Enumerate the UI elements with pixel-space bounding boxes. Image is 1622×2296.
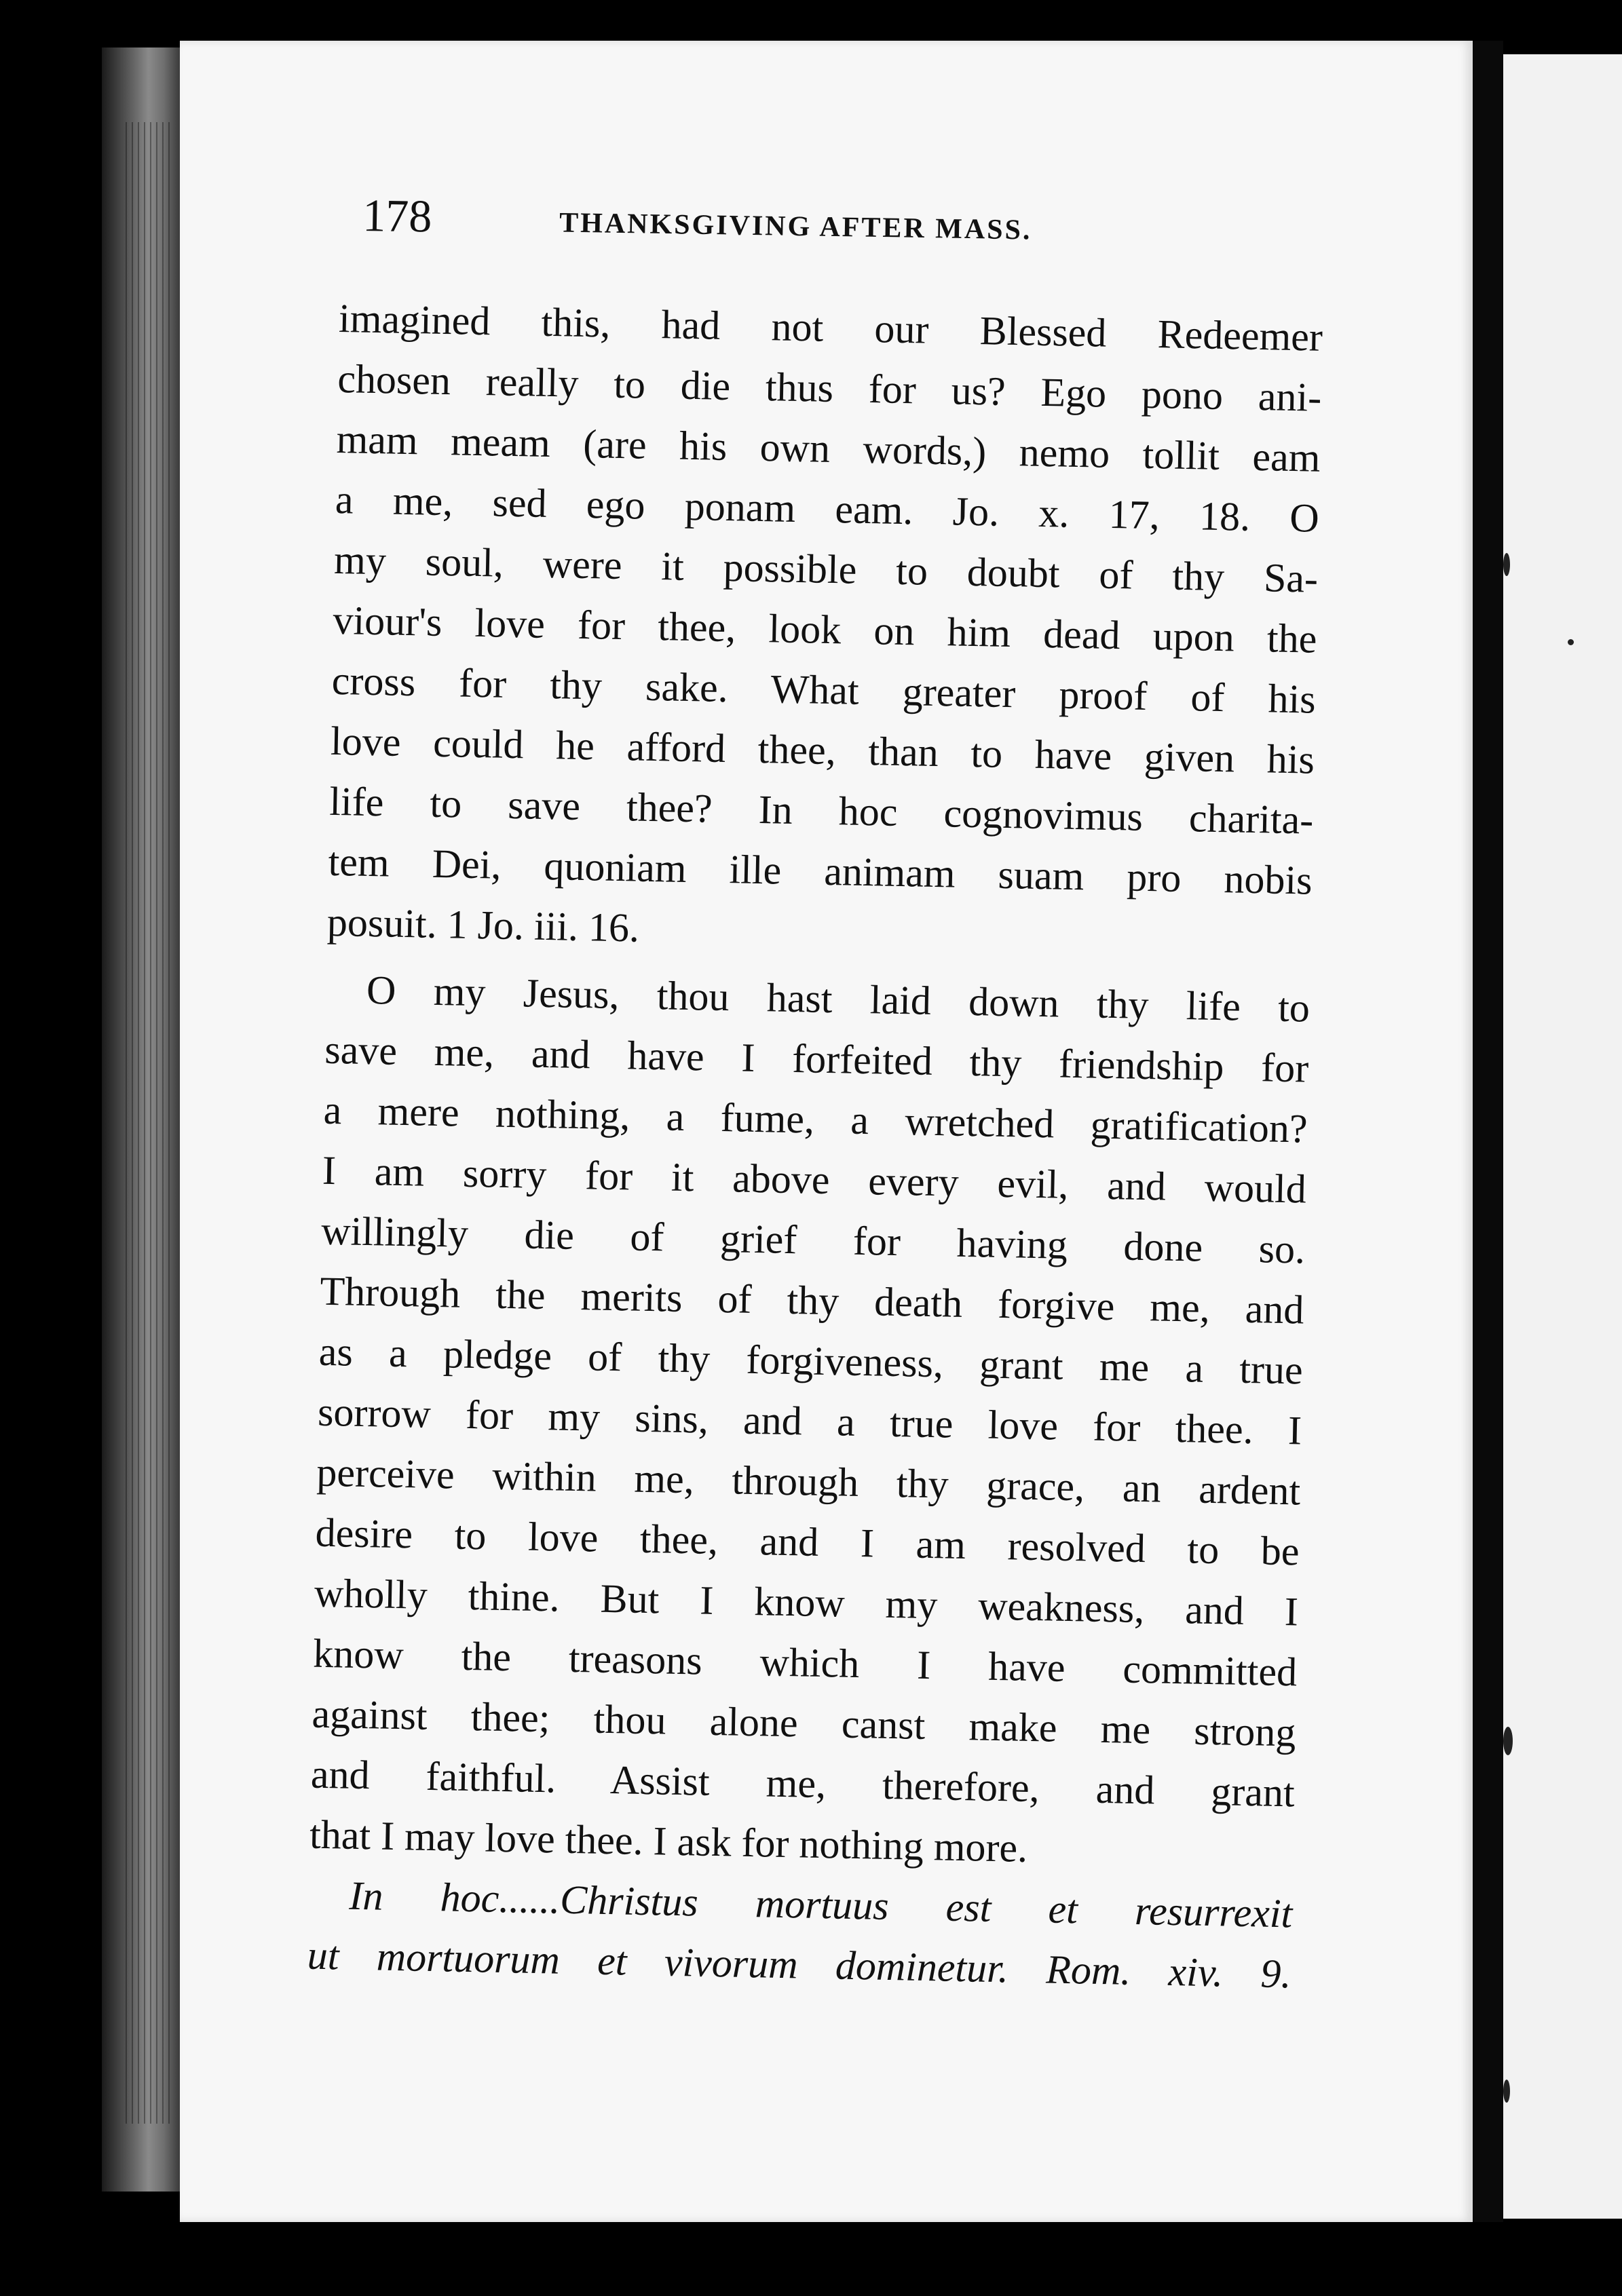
text-line: sorrow for my sins, and a true love for thee. I: [317, 1389, 1302, 1453]
text-line: Through the merits of thy death forgive me, and: [319, 1268, 1304, 1333]
page-number: 178: [362, 189, 432, 242]
text-line: a mere nothing, a fume, a wretched gratification?: [323, 1087, 1308, 1151]
text-line: I am sorry for it above every evil, and would: [322, 1147, 1307, 1212]
text-line: cross for thy sake. What greater proof of his: [331, 657, 1317, 722]
page-gutter: [1473, 41, 1503, 2222]
text-line: love could he afford thee, than to have given his: [330, 718, 1315, 782]
text-line: tem Dei, quoniam ille animam suam pro nobis: [328, 839, 1313, 903]
text-line: my soul, were it possible to doubt of thy Sa-: [333, 537, 1319, 601]
body-text: [307, 288, 1323, 2004]
text-line: mam meam (are his own words,) nemo tollit eam: [336, 416, 1321, 480]
text-line: viour's love for thee, look on him dead upon the: [332, 597, 1317, 662]
text-line: wholly thine. But I know my weakness, and I: [314, 1570, 1299, 1634]
edge-mark: [1503, 553, 1510, 576]
text-line: chosen really to die thus for us? Ego pono ani-: [337, 356, 1322, 420]
text-line: imagined this, had not our Blessed Redeemer: [338, 295, 1323, 360]
text-line: save me, and have I forfeited thy friendship for: [324, 1027, 1309, 1091]
text-line: willingly die of grief for having done so.: [320, 1208, 1306, 1272]
text-line: life to save thee? In hoc cognovimus charita-: [328, 778, 1314, 843]
paragraph-2: [309, 959, 1310, 1884]
text-line: a me, sed ego ponam eam. Jo. x. 17, 18. O: [335, 476, 1320, 541]
facing-page-edge: [1503, 54, 1622, 2219]
page-edges: [126, 122, 173, 2124]
text-line: know the treasons which I have committed: [312, 1630, 1298, 1695]
running-header: [362, 189, 1143, 269]
text-line: O my Jesus, thou hast laid down thy life to: [366, 967, 1310, 1031]
paragraph-1: [326, 288, 1323, 972]
text-line: desire to love thee, and I am resolved to be: [315, 1510, 1300, 1574]
paragraph-3-latin-quotation: [307, 1865, 1293, 2005]
text-line: that I may love thee. I ask for nothing more.: [309, 1812, 1028, 1871]
text-line: In hoc......Christus mortuus est et resurrexit: [348, 1873, 1293, 1936]
running-title: THANKSGIVING AFTER MASS.: [559, 207, 1032, 246]
text-line: against thee; thou alone canst make me strong: [312, 1691, 1297, 1755]
text-line: ut mortuorum et vivorum dominetur. Rom. xiv. 9.: [307, 1932, 1292, 1997]
text-line: as a pledge of thy forgiveness, grant me a true: [318, 1328, 1304, 1393]
text-line: and faithful. Assist me, therefore, and grant: [310, 1751, 1296, 1816]
speck: [1568, 639, 1574, 645]
text-line: perceive within me, through thy grace, an ardent: [316, 1449, 1301, 1514]
edge-mark: [1503, 2080, 1510, 2103]
edge-mark: [1503, 1727, 1513, 1755]
text-line: posuit. 1 Jo. iii. 16.: [326, 899, 640, 951]
